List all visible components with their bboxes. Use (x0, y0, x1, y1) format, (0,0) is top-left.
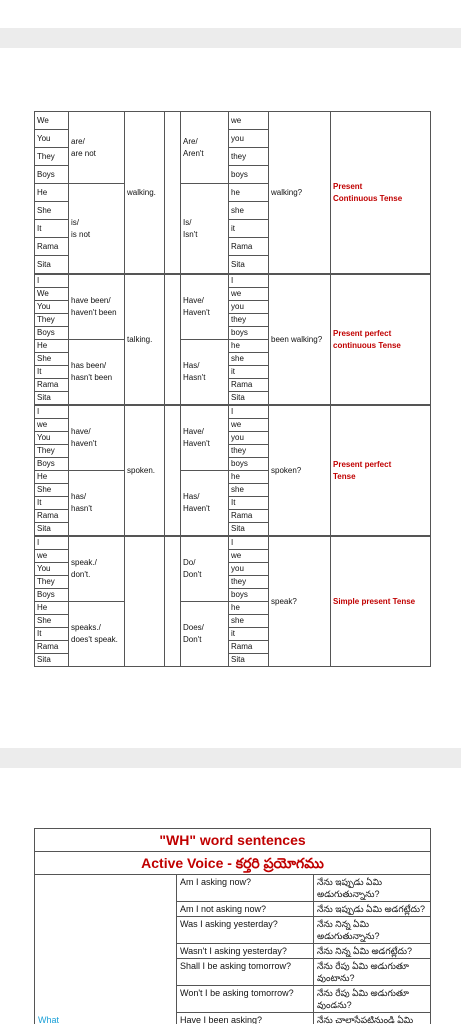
pronoun-cell: It (229, 497, 269, 510)
wh-word: What (35, 875, 177, 1024)
pronoun-cell: Rama (35, 238, 69, 256)
auxiliary-cell: speak./ don't. (69, 537, 125, 602)
english-question: Am I asking now? (177, 875, 314, 902)
english-question: Was I asking yesterday? (177, 917, 314, 944)
pronoun-cell: we (35, 419, 69, 432)
tense-block (34, 111, 431, 274)
pronoun-cell: They (35, 445, 69, 458)
wh-subtitle: Active Voice - కర్తరి ప్రయోగము (35, 852, 431, 875)
question-aux-cell: Has/ Haven't (181, 471, 229, 536)
question-verb-cell: spoken? (269, 406, 331, 536)
tense-block (34, 274, 431, 405)
pronoun-cell: I (35, 537, 69, 550)
verb-cell (125, 537, 165, 667)
pronoun-cell: She (35, 202, 69, 220)
pronoun-cell: Sita (229, 523, 269, 536)
page-gap (0, 28, 461, 48)
telugu-question: నేను రేపు ఏమి అడుగుతూ వుంటాను? (314, 959, 431, 986)
pronoun-cell: we (35, 550, 69, 563)
pronoun-cell: you (229, 563, 269, 576)
pronoun-cell: Boys (35, 166, 69, 184)
tense-name: Present perfect continuous Tense (331, 275, 431, 405)
auxiliary-cell: are/ are not (69, 112, 125, 184)
pronoun-cell: Boys (35, 327, 69, 340)
page-gap-2 (0, 748, 461, 768)
pronoun-cell: it (229, 628, 269, 641)
pronoun-cell: boys (229, 458, 269, 471)
auxiliary-cell: has been/ hasn't been (69, 340, 125, 405)
pronoun-cell: he (229, 184, 269, 202)
pronoun-cell: they (229, 314, 269, 327)
pronoun-cell: I (35, 406, 69, 419)
pronoun-cell: She (35, 484, 69, 497)
pronoun-cell: boys (229, 327, 269, 340)
tense-block (34, 405, 431, 536)
tense-block (34, 536, 431, 667)
pronoun-cell: It (35, 628, 69, 641)
spacer-cell (165, 112, 181, 274)
wh-title: "WH" word sentences (35, 829, 431, 852)
question-aux-cell: Do/ Don't (181, 537, 229, 602)
pronoun-cell: she (229, 353, 269, 366)
pronoun-cell: they (229, 576, 269, 589)
auxiliary-cell: have/ haven't (69, 406, 125, 471)
pronoun-cell: Rama (229, 510, 269, 523)
telugu-question: నేను ఇప్పుడు ఏమి అడగట్లేదు? (314, 902, 431, 917)
pronoun-cell: Rama (229, 641, 269, 654)
pronoun-cell: Sita (35, 392, 69, 405)
question-aux-cell: Does/ Don't (181, 602, 229, 667)
pronoun-cell: he (229, 340, 269, 353)
question-verb-cell: speak? (269, 537, 331, 667)
pronoun-cell: you (229, 301, 269, 314)
document-page-2 (0, 768, 461, 1024)
pronoun-cell: Sita (35, 654, 69, 667)
pronoun-cell: I (35, 275, 69, 288)
pronoun-cell: we (229, 288, 269, 301)
pronoun-cell: He (35, 340, 69, 353)
tense-grid (34, 111, 430, 667)
pronoun-cell: it (229, 366, 269, 379)
document-page-1 (0, 48, 461, 748)
pronoun-cell: I (229, 406, 269, 419)
question-aux-cell: Have/ Haven't (181, 406, 229, 471)
pronoun-cell: You (35, 130, 69, 148)
verb-cell: walking. (125, 112, 165, 274)
pronoun-cell: you (229, 130, 269, 148)
pronoun-cell: You (35, 563, 69, 576)
auxiliary-cell: is/ is not (69, 184, 125, 274)
pronoun-cell: They (35, 314, 69, 327)
pronoun-cell: Sita (35, 523, 69, 536)
pronoun-cell: boys (229, 589, 269, 602)
pronoun-cell: Sita (229, 392, 269, 405)
pronoun-cell: They (35, 148, 69, 166)
tense-name: Simple present Tense (331, 537, 431, 667)
spacer-cell (165, 406, 181, 536)
pronoun-cell: She (35, 353, 69, 366)
pronoun-cell: Sita (35, 256, 69, 274)
pronoun-cell: Sita (229, 256, 269, 274)
telugu-question: నేను రేపు ఏమి అడుగుతూ వుండను? (314, 986, 431, 1013)
pronoun-cell: he (229, 602, 269, 615)
pronoun-cell: Rama (229, 238, 269, 256)
spacer-cell (165, 275, 181, 405)
verb-cell: talking. (125, 275, 165, 405)
auxiliary-cell: speaks./ does't speak. (69, 602, 125, 667)
english-question: Have I been asking? (177, 1013, 314, 1024)
pronoun-cell: It (35, 220, 69, 238)
question-aux-cell: Has/ Hasn't (181, 340, 229, 405)
pronoun-cell: He (35, 471, 69, 484)
tense-name: Present perfect Tense (331, 406, 431, 536)
pronoun-cell: Rama (35, 641, 69, 654)
pronoun-cell: They (35, 576, 69, 589)
telugu-question: నేను నిన్న ఏమి అడుగుతున్నాను? (314, 917, 431, 944)
tense-name: Present Continuous Tense (331, 112, 431, 274)
pronoun-cell: Rama (229, 379, 269, 392)
pronoun-cell: they (229, 445, 269, 458)
spacer-cell (165, 537, 181, 667)
pronoun-cell: I (229, 537, 269, 550)
english-question: Am I not asking now? (177, 902, 314, 917)
pronoun-cell: they (229, 148, 269, 166)
question-verb-cell: walking? (269, 112, 331, 274)
pronoun-cell: it (229, 220, 269, 238)
pronoun-cell: we (229, 112, 269, 130)
wh-table (34, 828, 431, 1024)
question-aux-cell: Are/ Aren't (181, 112, 229, 184)
pronoun-cell: you (229, 432, 269, 445)
auxiliary-cell: has/ hasn't (69, 471, 125, 536)
pronoun-cell: He (35, 184, 69, 202)
english-question: Shall I be asking tomorrow? (177, 959, 314, 986)
pronoun-cell: we (229, 550, 269, 563)
pronoun-cell: I (229, 275, 269, 288)
pronoun-cell: Rama (35, 379, 69, 392)
english-question: Won't I be asking tomorrow? (177, 986, 314, 1013)
pronoun-cell: we (229, 419, 269, 432)
english-question: Wasn't I asking yesterday? (177, 944, 314, 959)
pronoun-cell: You (35, 301, 69, 314)
pronoun-cell: she (229, 202, 269, 220)
pronoun-cell: boys (229, 166, 269, 184)
pronoun-cell: Boys (35, 589, 69, 602)
verb-cell: spoken. (125, 406, 165, 536)
pronoun-cell: he (229, 471, 269, 484)
pronoun-cell: Sita (229, 654, 269, 667)
pronoun-cell: she (229, 615, 269, 628)
telugu-question: నేను నిన్న ఏమి అడగట్లేదు? (314, 944, 431, 959)
top-page-edge (0, 0, 461, 28)
auxiliary-cell: have been/ haven't been (69, 275, 125, 340)
pronoun-cell: We (35, 112, 69, 130)
pronoun-cell: It (35, 366, 69, 379)
pronoun-cell: Boys (35, 458, 69, 471)
pronoun-cell: she (229, 484, 269, 497)
pronoun-cell: Rama (35, 510, 69, 523)
telugu-question: నేను ఇప్పుడు ఏమి అడుగుతున్నాను? (314, 875, 431, 902)
question-aux-cell: Is/ Isn't (181, 184, 229, 274)
telugu-question: నేను చాలాసేపటినుండి ఏమి (314, 1013, 431, 1024)
pronoun-cell: It (35, 497, 69, 510)
question-verb-cell: been walking? (269, 275, 331, 405)
pronoun-cell: We (35, 288, 69, 301)
pronoun-cell: She (35, 615, 69, 628)
pronoun-cell: You (35, 432, 69, 445)
question-aux-cell: Have/ Haven't (181, 275, 229, 340)
pronoun-cell: He (35, 602, 69, 615)
